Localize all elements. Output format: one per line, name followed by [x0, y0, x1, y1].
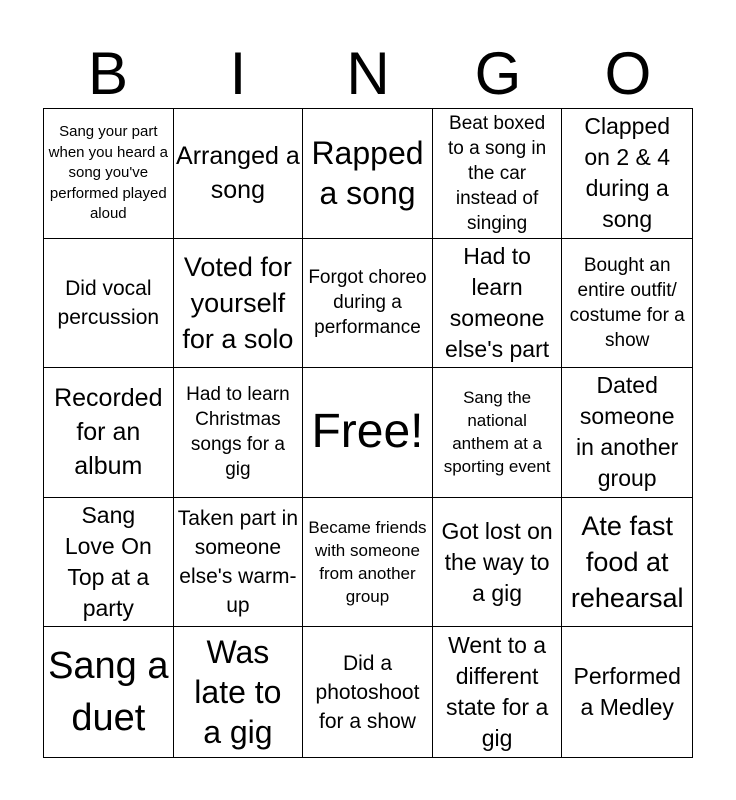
bingo-cell-text: Taken part in someone else's warm-up — [177, 507, 299, 618]
bingo-header — [43, 40, 693, 108]
bingo-cell-r2c4[interactable] — [433, 239, 563, 369]
bingo-cell-r4c4[interactable] — [433, 498, 563, 628]
bingo-cell-r2c3[interactable] — [303, 239, 433, 369]
bingo-cell-r1c1[interactable] — [44, 109, 174, 239]
bingo-cell-text: Arranged a song — [176, 142, 300, 205]
bingo-cell-r4c1[interactable] — [44, 498, 174, 628]
bingo-cell-r1c5[interactable] — [562, 109, 692, 239]
bingo-cell-text: Bought an entire outfit/ costume for a show — [569, 254, 685, 351]
bingo-cell-text: Voted for yourself for a solo — [182, 251, 294, 354]
header-letter-n: N — [346, 40, 390, 107]
bingo-cell-r1c2[interactable] — [174, 109, 304, 239]
bingo-cell-text: Sang a duet — [48, 645, 169, 740]
bingo-cell-text: Rapped a song — [311, 135, 424, 212]
bingo-cell-text: Went to a different state for a gig — [445, 632, 549, 752]
header-letter-i: I — [229, 40, 247, 107]
bingo-cell-r3c5[interactable] — [562, 368, 692, 498]
header-letter-o: O — [604, 40, 652, 107]
bingo-cell-r3c2[interactable] — [174, 368, 304, 498]
bingo-cell-text: Had to learn someone else's part — [445, 242, 550, 362]
bingo-cell-text: Did a photoshoot for a show — [315, 651, 420, 733]
header-letter-b: B — [87, 40, 129, 107]
bingo-cell-r5c1[interactable] — [44, 627, 174, 757]
bingo-cell-r4c2[interactable] — [174, 498, 304, 628]
bingo-cell-text: Beat boxed to a song in the car instead of singing — [447, 112, 547, 234]
bingo-cell-text: Got lost on the way to a gig — [441, 517, 553, 606]
bingo-cell-r3c1[interactable] — [44, 368, 174, 498]
bingo-cell-text: Performed a Medley — [573, 663, 681, 721]
header-letter-g: G — [474, 40, 522, 107]
bingo-cell-r5c4[interactable] — [433, 627, 563, 757]
bingo-cell-text: Dated someone in another group — [576, 372, 679, 492]
bingo-cell-r2c5[interactable] — [562, 239, 692, 369]
bingo-board — [43, 108, 693, 758]
bingo-cell-text: Sang the national anthem at a sporting event — [443, 388, 551, 477]
bingo-cell-r3c4[interactable] — [433, 368, 563, 498]
bingo-cell-r5c2[interactable] — [174, 627, 304, 757]
bingo-cell-text: Free! — [311, 405, 424, 459]
bingo-cell-text: Did vocal percussion — [57, 276, 160, 329]
bingo-cell-r1c3[interactable] — [303, 109, 433, 239]
bingo-cell-text: Was late to a gig — [194, 634, 282, 751]
bingo-cell-r4c3[interactable] — [303, 498, 433, 628]
bingo-cell-text: Had to learn Christmas songs for a gig — [186, 384, 290, 481]
bingo-cell-r2c2[interactable] — [174, 239, 304, 369]
bingo-cell-free[interactable] — [303, 368, 433, 498]
bingo-cell-r2c1[interactable] — [44, 239, 174, 369]
bingo-cell-text: Clapped on 2 & 4 during a song — [584, 113, 671, 233]
bingo-cell-r4c5[interactable] — [562, 498, 692, 628]
bingo-cell-text: Recorded for an album — [54, 384, 163, 481]
bingo-cell-text: Ate fast food at rehearsal — [570, 511, 684, 614]
bingo-cell-text: Forgot choreo during a performance — [308, 267, 427, 339]
bingo-cell-text: Sang your part when you heard a song you've performed played aloud — [48, 123, 168, 223]
bingo-cell-r5c5[interactable] — [562, 627, 692, 757]
bingo-cell-r5c3[interactable] — [303, 627, 433, 757]
bingo-cell-text: Became friends with someone from another group — [308, 518, 427, 607]
bingo-cell-r1c4[interactable] — [433, 109, 563, 239]
bingo-cell-text: Sang Love On Top at a party — [64, 502, 152, 622]
